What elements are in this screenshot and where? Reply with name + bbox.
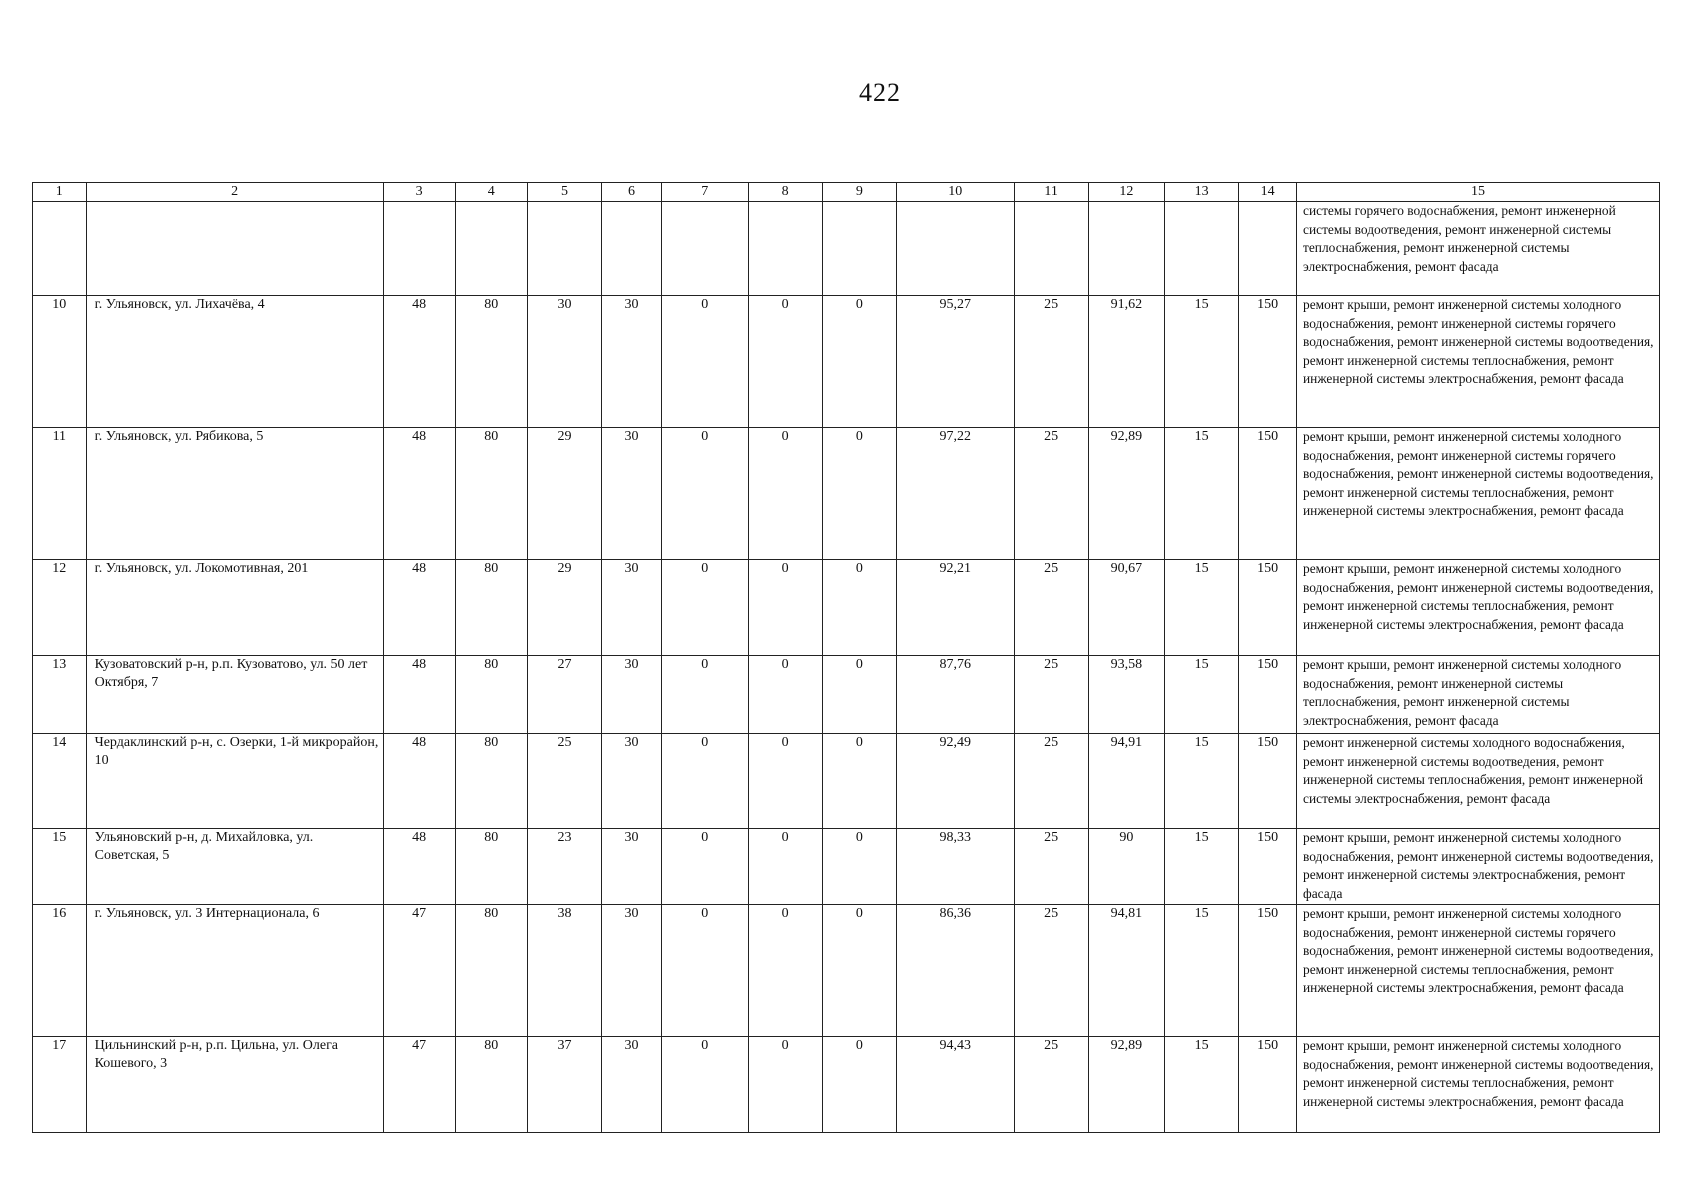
column-header-13: 13 — [1165, 183, 1239, 202]
value-cell-3: 48 — [383, 428, 455, 560]
column-header-5: 5 — [527, 183, 601, 202]
value-cell-8: 0 — [748, 829, 822, 905]
value-cell-10: 92,49 — [896, 734, 1014, 829]
value-cell-9: 0 — [822, 829, 896, 905]
address-cell: г. Ульяновск, ул. Лихачёва, 4 — [86, 296, 383, 428]
row-number-cell: 17 — [33, 1037, 87, 1133]
value-cell-6: 30 — [602, 734, 662, 829]
address-cell: Кузоватовский р-н, р.п. Кузоватово, ул. 50 лет Октября, 7 — [86, 656, 383, 734]
value-cell-3: 47 — [383, 905, 455, 1037]
value-cell-8: 0 — [748, 428, 822, 560]
value-cell-11: 25 — [1014, 428, 1088, 560]
value-cell-13: 15 — [1165, 656, 1239, 734]
value-cell-3: 48 — [383, 560, 455, 656]
value-cell-14: 150 — [1239, 905, 1297, 1037]
repair-register-table — [32, 182, 1660, 1133]
value-cell-7: 0 — [661, 656, 748, 734]
value-cell-6: 30 — [602, 296, 662, 428]
value-cell-7: 0 — [661, 428, 748, 560]
column-header-11: 11 — [1014, 183, 1088, 202]
value-cell-4: 80 — [455, 905, 527, 1037]
address-cell: Чердаклинский р-н, с. Озерки, 1-й микрорайон, 10 — [86, 734, 383, 829]
value-cell-11: 25 — [1014, 734, 1088, 829]
value-cell-3: 48 — [383, 829, 455, 905]
value-cell-10: 86,36 — [896, 905, 1014, 1037]
row-number-cell: 15 — [33, 829, 87, 905]
value-cell-14: 150 — [1239, 296, 1297, 428]
value-cell-5: 29 — [527, 560, 601, 656]
value-cell-8: 0 — [748, 734, 822, 829]
value-cell-9: 0 — [822, 656, 896, 734]
value-cell-5: 37 — [527, 1037, 601, 1133]
value-cell-5: 30 — [527, 296, 601, 428]
column-header-12: 12 — [1088, 183, 1164, 202]
value-cell-10: 87,76 — [896, 656, 1014, 734]
value-cell-11: 25 — [1014, 656, 1088, 734]
value-cell-13: 15 — [1165, 296, 1239, 428]
address-cell: г. Ульяновск, ул. Локомотивная, 201 — [86, 560, 383, 656]
table-row — [33, 1037, 1660, 1133]
column-header-1: 1 — [33, 183, 87, 202]
table-row — [33, 905, 1660, 1037]
address-cell: г. Ульяновск, ул. 3 Интернационала, 6 — [86, 905, 383, 1037]
value-cell-10: 94,43 — [896, 1037, 1014, 1133]
table-row — [33, 734, 1660, 829]
value-cell-13: 15 — [1165, 1037, 1239, 1133]
table-row — [33, 656, 1660, 734]
value-cell-8: 0 — [748, 905, 822, 1037]
value-cell-14: 150 — [1239, 428, 1297, 560]
value-cell-3: 48 — [383, 656, 455, 734]
value-cell-13: 15 — [1165, 734, 1239, 829]
value-cell-12: 94,91 — [1088, 734, 1164, 829]
continuation-row — [33, 202, 1660, 296]
value-cell-14: 150 — [1239, 656, 1297, 734]
value-cell-12: 91,62 — [1088, 296, 1164, 428]
works-cell: ремонт крыши, ремонт инженерной системы холодного водоснабжения, ремонт инженерной системы водоотведения, ремонт инженерной системы теплоснабжения, ремонт инженерной системы электроснабжения, ремонт фасада — [1297, 1037, 1660, 1133]
works-cell: ремонт крыши, ремонт инженерной системы холодного водоснабжения, ремонт инженерной системы горячего водоснабжения, ремонт инженерной системы водоотведения, ремонт инженерной системы теплоснабжения, ремонт инженерной системы электроснабжения, ремонт фасада — [1297, 428, 1660, 560]
value-cell-13: 15 — [1165, 560, 1239, 656]
value-cell-5: 25 — [527, 734, 601, 829]
column-number-row — [33, 183, 1660, 202]
value-cell-10: 97,22 — [896, 428, 1014, 560]
row-number-cell: 12 — [33, 560, 87, 656]
value-cell-4: 80 — [455, 428, 527, 560]
value-cell-7: 0 — [661, 905, 748, 1037]
value-cell-11: 25 — [1014, 829, 1088, 905]
value-cell-11: 25 — [1014, 905, 1088, 1037]
value-cell-14: 150 — [1239, 734, 1297, 829]
value-cell-11: 25 — [1014, 560, 1088, 656]
works-cell: системы горячего водоснабжения, ремонт инженерной системы водоотведения, ремонт инженерной системы теплоснабжения, ремонт инженерной системы электроснабжения, ремонт фасада — [1297, 202, 1660, 296]
value-cell-10: 95,27 — [896, 296, 1014, 428]
value-cell-11: 25 — [1014, 1037, 1088, 1133]
row-number-cell: 10 — [33, 296, 87, 428]
value-cell-4: 80 — [455, 296, 527, 428]
value-cell-7: 0 — [661, 560, 748, 656]
row-number-cell: 14 — [33, 734, 87, 829]
value-cell-9: 0 — [822, 428, 896, 560]
value-cell-4: 80 — [455, 829, 527, 905]
address-cell: Ульяновский р-н, д. Михайловка, ул. Советская, 5 — [86, 829, 383, 905]
works-cell: ремонт крыши, ремонт инженерной системы холодного водоснабжения, ремонт инженерной системы теплоснабжения, ремонт инженерной системы электроснабжения, ремонт фасада — [1297, 656, 1660, 734]
column-header-15: 15 — [1297, 183, 1660, 202]
value-cell-14: 150 — [1239, 560, 1297, 656]
column-header-6: 6 — [602, 183, 662, 202]
address-cell: Цильнинский р-н, р.п. Цильна, ул. Олега Кошевого, 3 — [86, 1037, 383, 1133]
column-header-4: 4 — [455, 183, 527, 202]
value-cell-4: 80 — [455, 1037, 527, 1133]
table-row — [33, 560, 1660, 656]
value-cell-13: 15 — [1165, 829, 1239, 905]
value-cell-5: 27 — [527, 656, 601, 734]
value-cell-9: 0 — [822, 1037, 896, 1133]
value-cell-12: 94,81 — [1088, 905, 1164, 1037]
value-cell-4: 80 — [455, 560, 527, 656]
value-cell-7: 0 — [661, 734, 748, 829]
value-cell-6: 30 — [602, 428, 662, 560]
value-cell-8: 0 — [748, 560, 822, 656]
works-cell: ремонт крыши, ремонт инженерной системы холодного водоснабжения, ремонт инженерной системы водоотведения, ремонт инженерной системы теплоснабжения, ремонт инженерной системы электроснабжения, ремонт фасада — [1297, 560, 1660, 656]
column-header-14: 14 — [1239, 183, 1297, 202]
value-cell-7: 0 — [661, 829, 748, 905]
value-cell-4: 80 — [455, 734, 527, 829]
value-cell-10: 98,33 — [896, 829, 1014, 905]
table-row — [33, 296, 1660, 428]
value-cell-8: 0 — [748, 656, 822, 734]
column-header-8: 8 — [748, 183, 822, 202]
value-cell-10: 92,21 — [896, 560, 1014, 656]
value-cell-6: 30 — [602, 1037, 662, 1133]
value-cell-8: 0 — [748, 296, 822, 428]
value-cell-5: 23 — [527, 829, 601, 905]
value-cell-12: 93,58 — [1088, 656, 1164, 734]
column-header-7: 7 — [661, 183, 748, 202]
value-cell-13: 15 — [1165, 428, 1239, 560]
works-cell: ремонт крыши, ремонт инженерной системы холодного водоснабжения, ремонт инженерной системы водоотведения, ремонт инженерной системы электроснабжения, ремонт фасада — [1297, 829, 1660, 905]
value-cell-9: 0 — [822, 905, 896, 1037]
value-cell-9: 0 — [822, 296, 896, 428]
works-cell: ремонт инженерной системы холодного водоснабжения, ремонт инженерной системы водоотведения, ремонт инженерной системы теплоснабжения, ремонт инженерной системы электроснабжения, ремонт фасада — [1297, 734, 1660, 829]
value-cell-13: 15 — [1165, 905, 1239, 1037]
row-number-cell: 13 — [33, 656, 87, 734]
value-cell-7: 0 — [661, 296, 748, 428]
value-cell-9: 0 — [822, 734, 896, 829]
value-cell-5: 38 — [527, 905, 601, 1037]
value-cell-5: 29 — [527, 428, 601, 560]
value-cell-12: 92,89 — [1088, 1037, 1164, 1133]
value-cell-12: 92,89 — [1088, 428, 1164, 560]
table-row — [33, 829, 1660, 905]
works-cell: ремонт крыши, ремонт инженерной системы холодного водоснабжения, ремонт инженерной системы горячего водоснабжения, ремонт инженерной системы водоотведения, ремонт инженерной системы теплоснабжения, ремонт инженерной системы электроснабжения, ремонт фасада — [1297, 296, 1660, 428]
works-cell: ремонт крыши, ремонт инженерной системы холодного водоснабжения, ремонт инженерной системы горячего водоснабжения, ремонт инженерной системы водоотведения, ремонт инженерной системы теплоснабжения, ремонт инженерной системы электроснабжения, ремонт фасада — [1297, 905, 1660, 1037]
page-number: 422 — [859, 78, 901, 107]
column-header-2: 2 — [86, 183, 383, 202]
value-cell-6: 30 — [602, 829, 662, 905]
value-cell-3: 47 — [383, 1037, 455, 1133]
value-cell-8: 0 — [748, 1037, 822, 1133]
table-row — [33, 428, 1660, 560]
value-cell-12: 90,67 — [1088, 560, 1164, 656]
value-cell-4: 80 — [455, 656, 527, 734]
value-cell-14: 150 — [1239, 1037, 1297, 1133]
column-header-9: 9 — [822, 183, 896, 202]
value-cell-7: 0 — [661, 1037, 748, 1133]
value-cell-14: 150 — [1239, 829, 1297, 905]
row-number-cell: 11 — [33, 428, 87, 560]
value-cell-12: 90 — [1088, 829, 1164, 905]
value-cell-3: 48 — [383, 734, 455, 829]
value-cell-6: 30 — [602, 905, 662, 1037]
value-cell-3: 48 — [383, 296, 455, 428]
row-number-cell: 16 — [33, 905, 87, 1037]
column-header-3: 3 — [383, 183, 455, 202]
column-header-10: 10 — [896, 183, 1014, 202]
value-cell-11: 25 — [1014, 296, 1088, 428]
address-cell: г. Ульяновск, ул. Рябикова, 5 — [86, 428, 383, 560]
value-cell-6: 30 — [602, 656, 662, 734]
value-cell-9: 0 — [822, 560, 896, 656]
value-cell-6: 30 — [602, 560, 662, 656]
